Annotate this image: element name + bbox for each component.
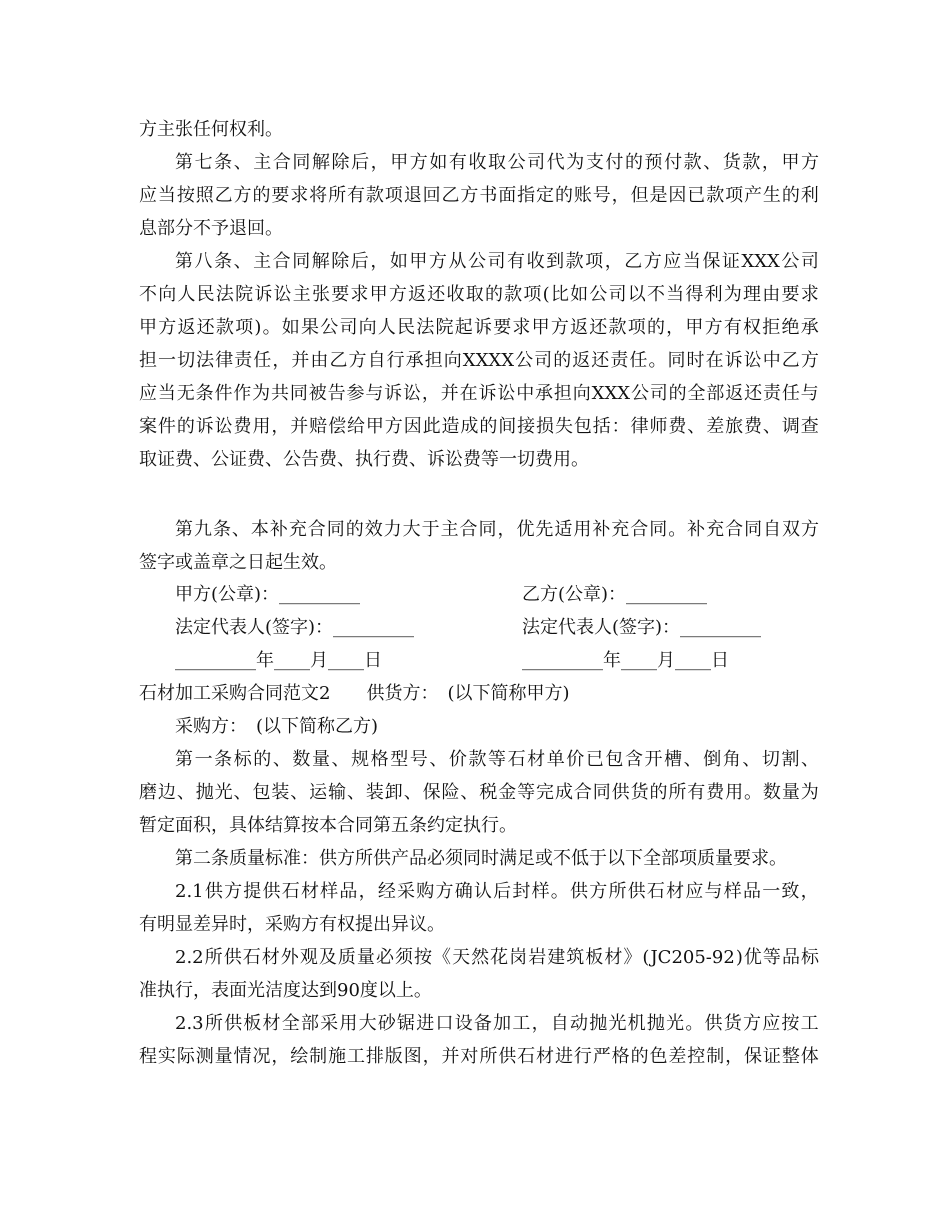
party-b-date: _________年____月____日: [522, 650, 729, 671]
paragraph-line: 准执行，表面光洁度达到90度以上。: [139, 980, 432, 1001]
party-a-date: _________年____月____日: [175, 650, 382, 671]
party-a-representative: 法定代表人(签字)：_________: [175, 617, 415, 638]
paragraph-line: 息部分不予退回。: [139, 218, 283, 239]
paragraph-line: 暂定面积，具体结算按本合同第五条约定执行。: [139, 815, 517, 836]
paragraph-line: 第 九 条 、 本 补 充 合 同 的 效 力 大 于 主 合 同 ， 优 先 适 用 补 充 合 同 。 补 充 合 同 自 双 方: [175, 519, 819, 540]
paragraph-line: 2.3 所 供 板 材 全 部 采 用 大 砂 锯 进 口 设 备 加 工 ， 自 动 抛 光 机 抛 光 。 供 货 方 应 按 工: [175, 1013, 819, 1034]
paragraph-line: 担 一 切 法 律 责 任 ， 并 由 乙 方 自 行 承 担 向 XXXX 公 司 的 返 还 责 任 。 同 时 在 诉 讼 中 乙 方: [139, 350, 819, 371]
party-b-representative: 法定代表人(签字)：_________: [522, 617, 762, 638]
paragraph-line: 签字或盖章之日起生效。: [139, 552, 337, 573]
paragraph-line: 第二条质量标准：供方所供产品必须同时满足或不低于以下全部项质量要求。: [175, 848, 787, 869]
party-b-seal: 乙方(公章)：_________: [522, 584, 708, 605]
paragraph-line: 磨 边 、 抛 光 、 包 装 、 运 输 、 装 卸 、 保 险 、 税 金 等 完 成 合 同 供 货 的 所 有 费 用 。 数 量 为: [139, 782, 819, 803]
paragraph-line: 甲 方 返 还 款 项 ) 。 如 果 公 司 向 人 民 法 院 起 诉 要 求 甲 方 返 还 款 项 的 ， 甲 方 有 权 拒 绝 承: [139, 317, 819, 338]
buyer-line: 采购方： (以下简称乙方): [175, 716, 379, 737]
paragraph-line: 第 七 条 、 主 合 同 解 除 后 ， 甲 方 如 有 收 取 公 司 代 为 支 付 的 预 付 款 、 货 款 ， 甲 方: [175, 152, 819, 173]
paragraph-line: 案 件 的 诉 讼 费 用 ， 并 赔 偿 给 甲 方 因 此 造 成 的 间 接 损 失 包 括 ： 律 师 费 、 差 旅 费 、 调 查: [139, 416, 819, 437]
paragraph-line: 应 当 无 条 件 作 为 共 同 被 告 参 与 诉 讼 ， 并 在 诉 讼 中 承 担 向 XXX 公 司 的 全 部 返 还 责 任 与: [139, 383, 819, 404]
paragraph-line: 取证费、公证费、公告费、执行费、诉讼费等一切费用。: [139, 449, 589, 470]
paragraph-line: 2.2 所 供 石 材 外 观 及 质 量 必 须 按 《 天 然 花 岗 岩 建 筑 板 材 》 ( JC205-92 ) 优 等 品 标: [175, 947, 819, 968]
paragraph-line: 方主张任何权利。: [139, 119, 283, 140]
paragraph-line: 第 八 条 、 主 合 同 解 除 后 ， 如 甲 方 从 公 司 有 收 到 款 项 ， 乙 方 应 当 保 证 XXX 公 司: [175, 251, 819, 272]
paragraph-line: 程 实 际 测 量 情 况 ， 绘 制 施 工 排 版 图 ， 并 对 所 供 石 材 进 行 严 格 的 色 差 控 制 ， 保 证 整 体: [139, 1046, 819, 1067]
paragraph-line: 第 一 条 标 的 、 数 量 、 规 格 型 号 、 价 款 等 石 材 单 价 已 包 含 开 槽 、 倒 角 、 切 割 、: [175, 749, 819, 770]
paragraph-line: 有明显差异时，采购方有权提出异议。: [139, 914, 445, 935]
paragraph-line: 不 向 人 民 法 院 诉 讼 主 张 要 求 甲 方 返 还 收 取 的 款 项 ( 比 如 公 司 以 不 当 得 利 为 理 由 要 求: [139, 284, 819, 305]
paragraph-line: 2.1 供 方 提 供 石 材 样 品 ， 经 采 购 方 确 认 后 封 样 。 供 方 所 供 石 材 应 与 样 品 一 致 ，: [175, 881, 819, 902]
paragraph-line: 应 当 按 照 乙 方 的 要 求 将 所 有 款 项 退 回 乙 方 书 面 指 定 的 账 号 ， 但 是 因 已 款 项 产 生 的 利: [139, 185, 819, 206]
contract-heading: 石材加工采购合同范文2 供货方： (以下简称甲方): [139, 683, 570, 704]
party-a-seal: 甲方(公章)：_________: [175, 584, 361, 605]
